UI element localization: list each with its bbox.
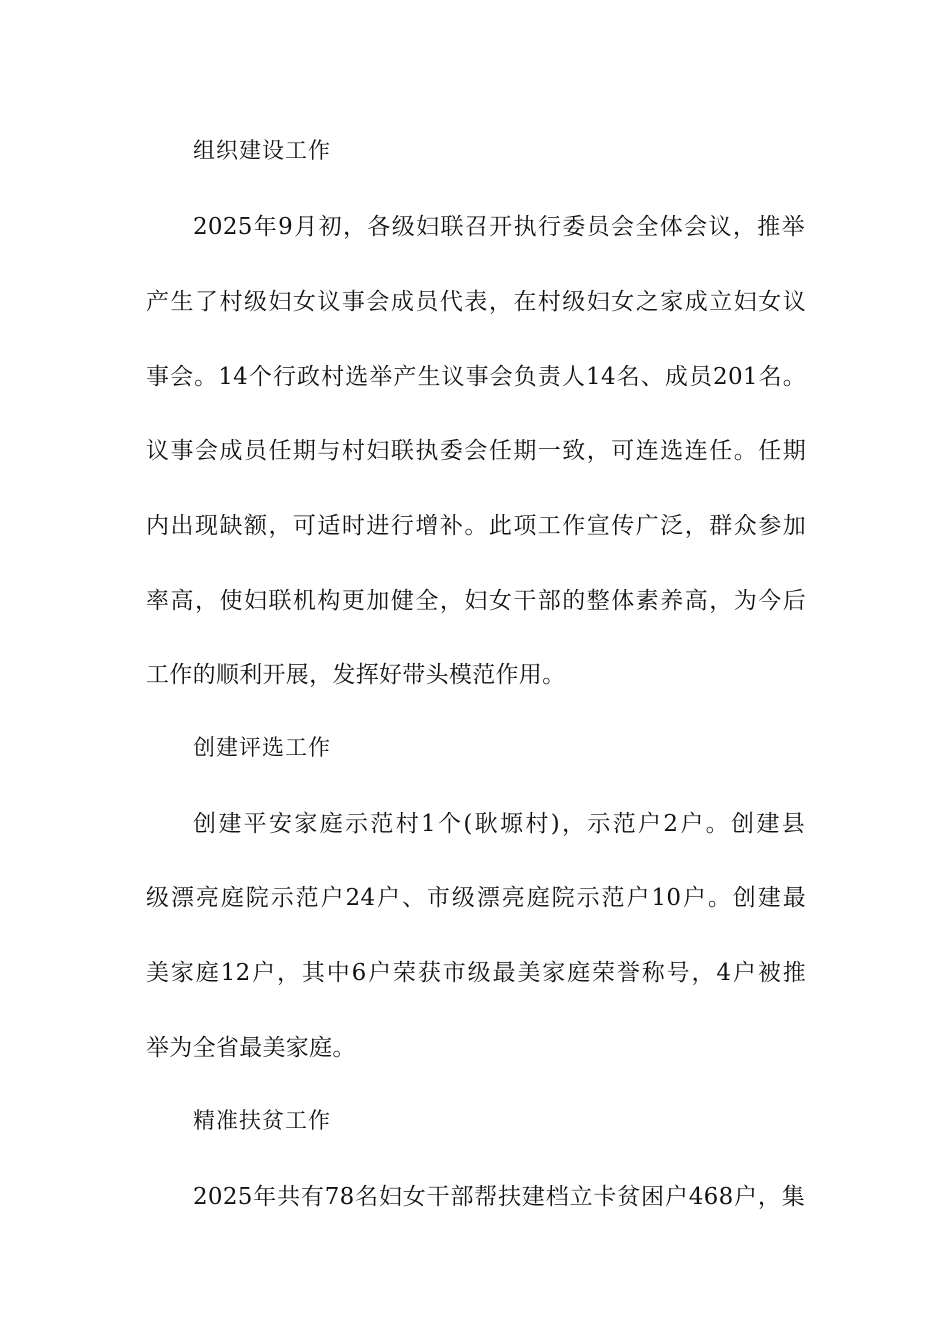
paragraph-line: 级漂亮庭院示范户24户、市级漂亮庭院示范户10户。创建最 [146, 885, 806, 911]
section-heading-evaluation: 创建评选工作 [193, 736, 332, 761]
paragraph-line: 美家庭12户，其中6户荣获市级最美家庭荣誉称号，4户被推 [146, 960, 806, 986]
paragraph-line: 2025年9月初，各级妇联召开执行委员会全体会议，推举 [193, 214, 805, 240]
paragraph-line: 2025年共有78名妇女干部帮扶建档立卡贫困户468户，集 [193, 1184, 805, 1210]
paragraph-line: 创建平安家庭示范村1个(耿塬村)，示范户2户。创建县 [193, 811, 805, 837]
paragraph-line: 议事会成员任期与村妇联执委会任期一致，可连选连任。任期 [146, 438, 806, 464]
paragraph-line: 率高，使妇联机构更加健全，妇女干部的整体素养高，为今后 [146, 588, 806, 614]
paragraph-line: 事会。14个行政村选举产生议事会负责人14名、成员201名。 [146, 364, 806, 390]
paragraph-line: 工作的顺利开展，发挥好带头模范作用。 [146, 662, 566, 688]
paragraph-line: 内出现缺额，可适时进行增补。此项工作宣传广泛，群众参加 [146, 513, 806, 539]
paragraph-line: 产生了村级妇女议事会成员代表，在村级妇女之家成立妇女议 [146, 289, 806, 315]
paragraph-line: 举为全省最美家庭。 [146, 1035, 356, 1061]
section-heading-poverty-alleviation: 精准扶贫工作 [193, 1109, 332, 1134]
section-heading-organization: 组织建设工作 [193, 139, 332, 164]
